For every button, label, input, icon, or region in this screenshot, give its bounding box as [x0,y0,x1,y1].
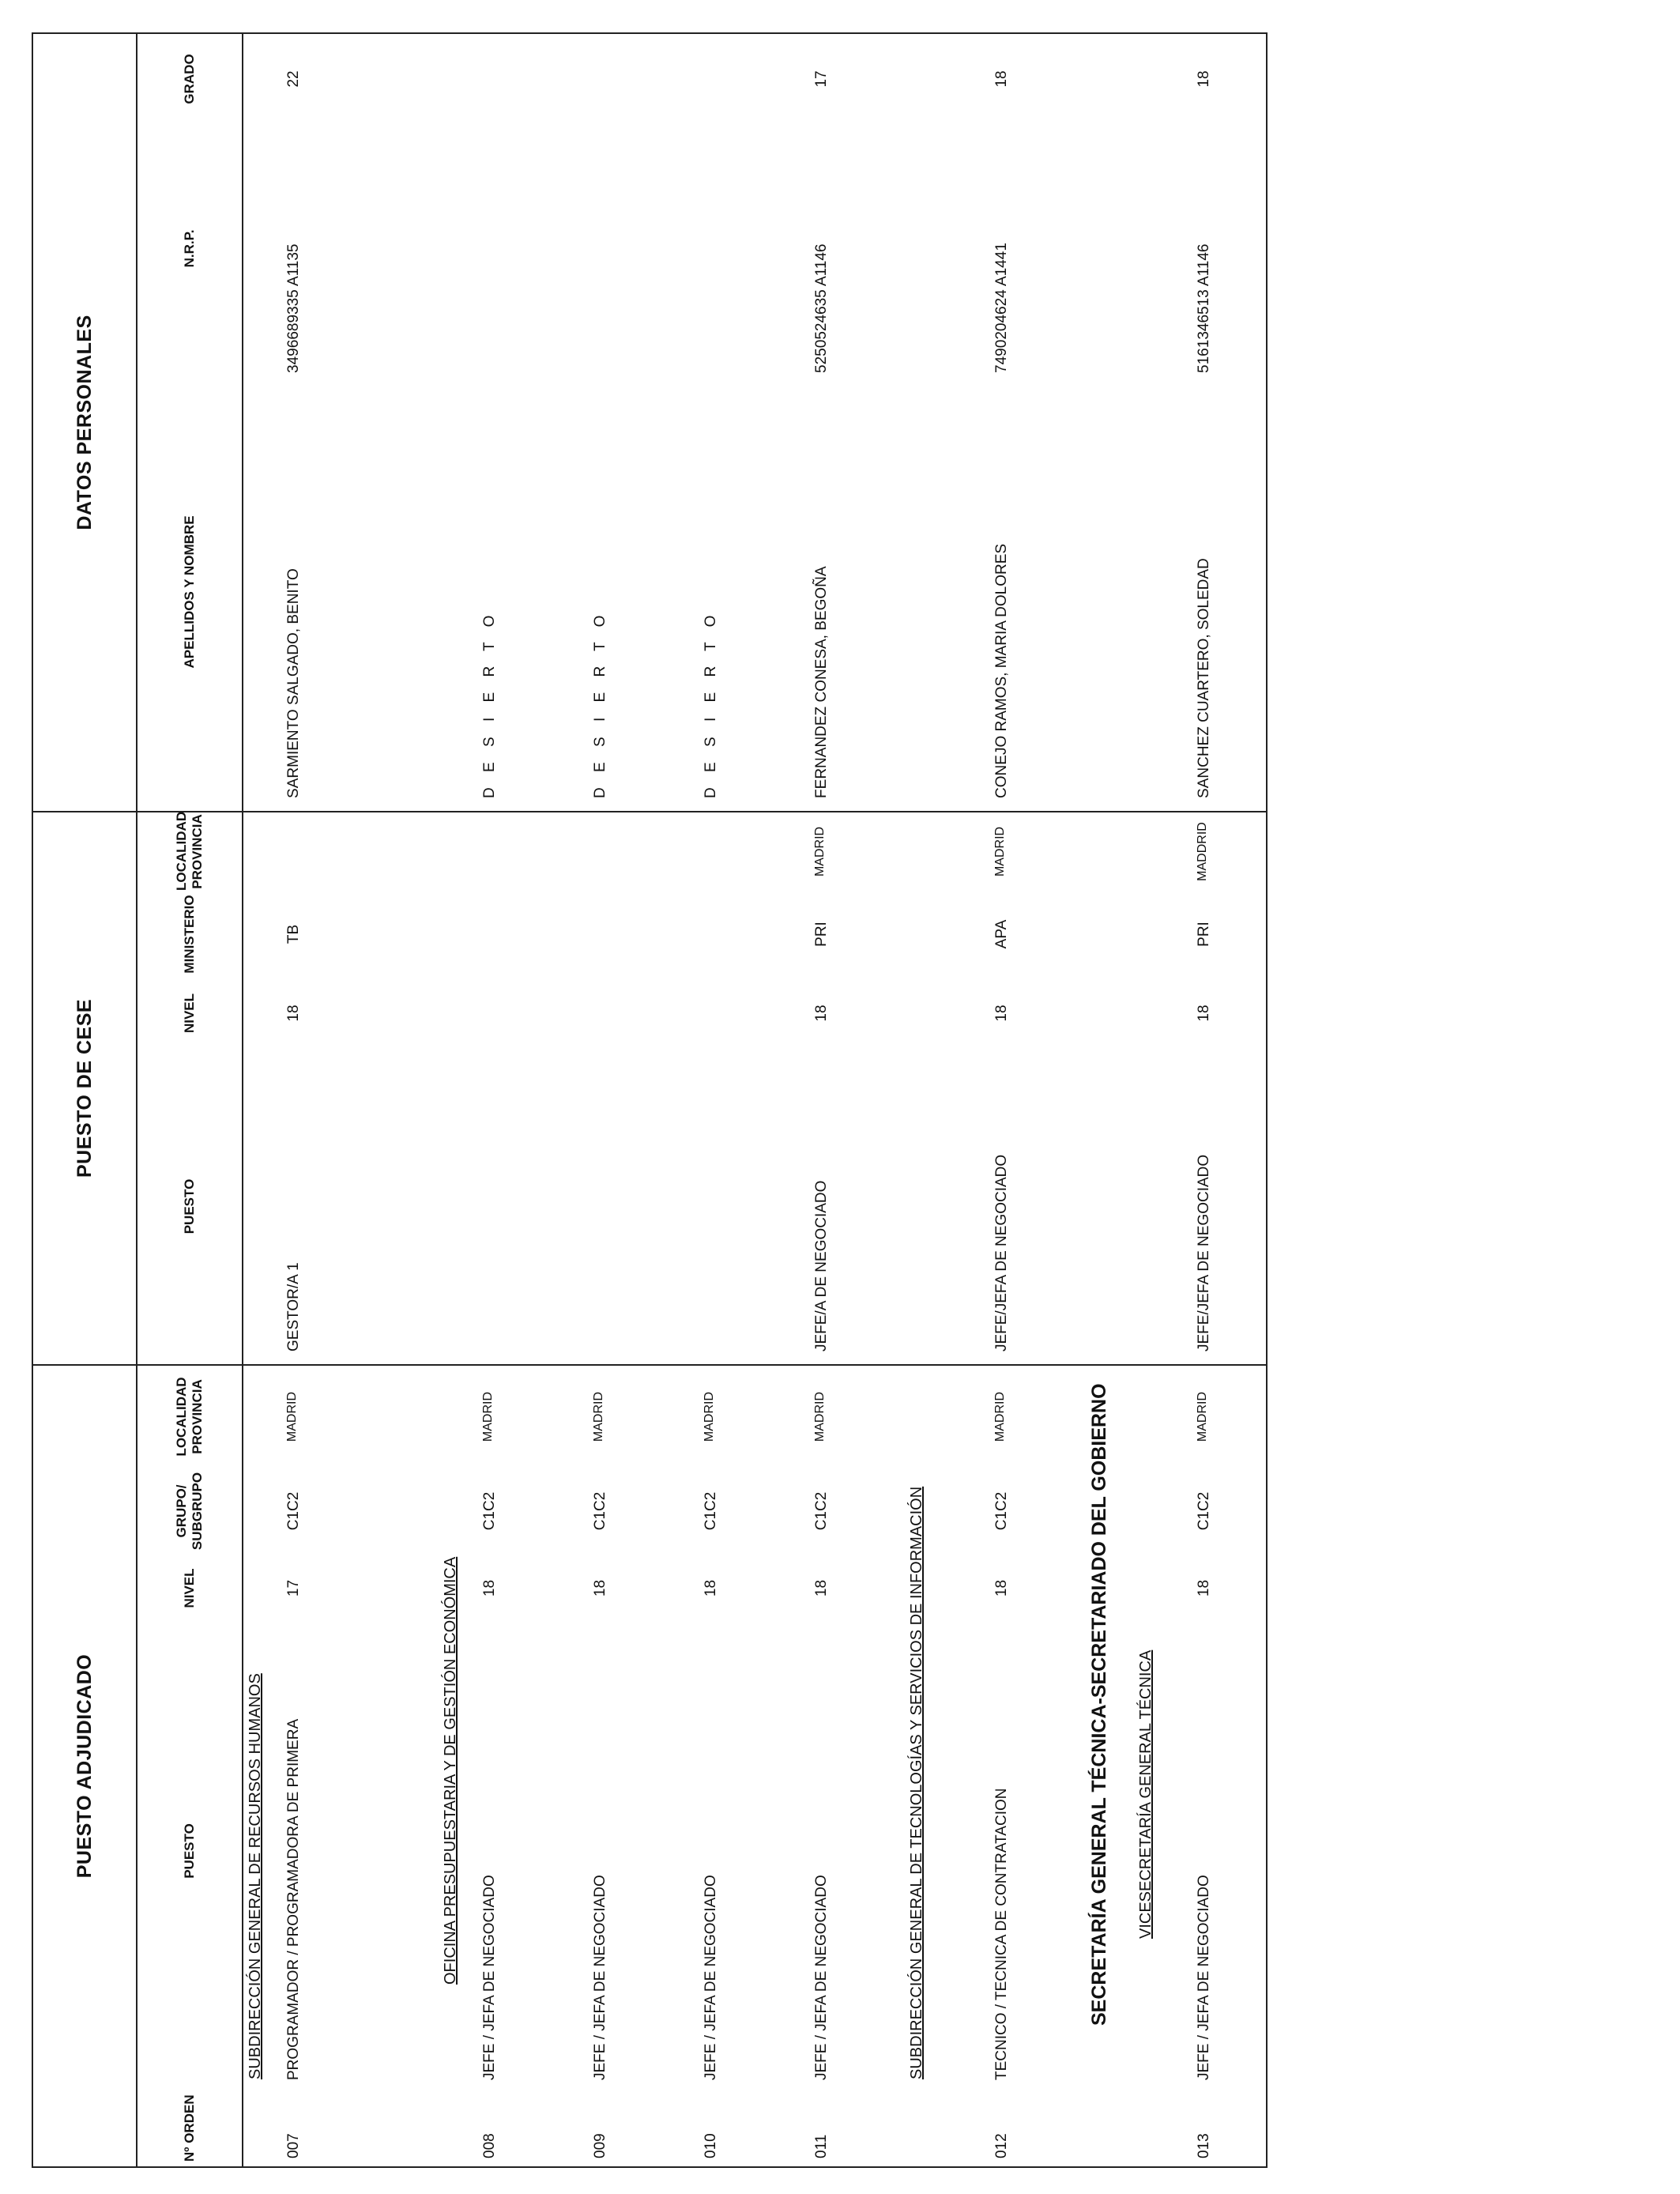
cese-localidad-cell: MADRID [813,826,827,877]
cese-ministerio-cell [589,891,699,978]
section-heading-oficina: OFICINA PRESUPUESTARIA Y DE GESTIÓN ECONÓMICA [442,1556,459,1985]
grupo-cell: C1C2 [1196,1491,1212,1531]
nrp-cell: 7490204624 A1441 [993,243,1010,373]
cese-ministerio-cell: TB [285,924,302,944]
table-row [699,33,810,2167]
grado-cell [589,33,699,124]
cese-nivel-cell: 18 [1196,1005,1212,1022]
orden-cell: 008 [481,2133,498,2158]
grado-cell: 18 [1196,70,1212,88]
grupo-cell: C1C2 [703,1491,719,1531]
orden-cell: 007 [285,2133,302,2158]
header-puesto-de-cese: PUESTO DE CESE [32,812,137,1365]
col-header-puesto: PUESTO [137,1622,243,2080]
cese-localidad-cell [478,812,589,891]
section-heading-rrhh: SUBDIRECCIÓN GENERAL DE RECURSOS HUMANOS [247,1673,264,2079]
section-heading-tecnologias: SUBDIRECCIÓN GENERAL DE TECNOLOGÍAS Y SERVICIOS DE INFORMACIÓN [908,1486,925,2079]
cese-localidad-cell [282,812,439,891]
cese-nivel-cell [589,978,699,1049]
header-puesto-adjudicado: PUESTO ADJUDICADO [32,1365,137,2167]
cese-ministerio-cell: PRI [813,922,830,947]
cese-puesto-cell: JEFE/JEFA DE NEGOCIADO [1175,1049,1267,1365]
nombre-cell: D E S I E R T O [589,373,699,812]
grupo-cell: C1C2 [813,1491,830,1531]
col-header-grado: GRADO [137,33,243,124]
nombre-cell: D E S I E R T O [478,373,589,812]
cese-puesto-cell: JEFE/A DE NEGOCIADO [810,1049,905,1365]
col-header-apellidos: APELLIDOS Y NOMBRE [137,373,243,812]
localidad-cell: MADRID [592,1391,605,1442]
nivel-cell: 18 [1196,1579,1212,1597]
section-heading-vicesecretaria: VICESECRETARÍA GENERAL TÉCNICA [1137,1649,1155,1939]
puesto-cell: TECNICO / TECNICA DE CONTRATACION [993,1788,1010,2080]
rotated-document [32,34,1280,2168]
cese-localidad-cell [589,812,699,891]
localidad-cell: MADRID [993,1391,1007,1442]
nrp-cell: 3496689335 A1135 [285,243,302,373]
nrp-cell [478,124,589,373]
cese-puesto-cell [589,1049,699,1365]
nombre-cell: D E S I E R T O [699,373,810,812]
table-row [990,33,1085,2167]
localidad-cell: MADRID [481,1391,495,1442]
cese-nivel-cell [478,978,589,1049]
grupo-cell: C1C2 [285,1491,302,1531]
col-header-grupo: GRUPO/ SUBGRUPO [137,1468,243,1555]
grado-cell: 18 [993,70,1010,88]
col-header-cese-localidad: LOCALIDAD PROVINCIA [137,812,243,891]
puesto-cell: JEFE / JEFA DE NEGOCIADO [1196,1875,1212,2080]
cese-ministerio-cell [478,891,589,978]
puesto-cell: PROGRAMADOR / PROGRAMADORA DE PRIMERA [285,1718,302,2080]
grado-cell [478,33,589,124]
grupo-cell: C1C2 [993,1491,1010,1531]
puesto-cell: JEFE / JEFA DE NEGOCIADO [703,1875,719,2080]
nivel-cell: 17 [285,1579,302,1597]
cese-nivel-cell: 18 [813,1005,830,1022]
cese-nivel-cell: 18 [993,1005,1010,1022]
table-row [810,33,905,2167]
table-row [282,33,439,2167]
nrp-cell: 5161346513 A1146 [1196,243,1212,373]
table-row [1175,33,1267,2167]
puesto-cell: JEFE / JEFA DE NEGOCIADO [592,1875,608,2080]
col-header-cese-ministerio: MINISTERIO [137,891,243,978]
orden-cell: 011 [813,2134,830,2158]
cese-ministerio-cell: APA [993,919,1010,949]
col-header-localidad: LOCALIDAD PROVINCIA [137,1365,243,1468]
localidad-cell: MADRID [285,1391,299,1442]
localidad-cell: MADRID [1196,1391,1209,1442]
cese-nivel-cell [699,978,810,1049]
nombre-cell: FERNANDEZ CONESA, BEGOÑA [810,373,905,812]
orden-cell: 010 [703,2133,719,2158]
localidad-cell: MADRID [813,1391,827,1442]
nivel-cell: 18 [703,1579,719,1597]
cese-nivel-cell: 18 [285,1005,302,1022]
nivel-cell: 18 [813,1579,830,1597]
col-header-cese-nivel: NIVEL [137,978,243,1049]
localidad-cell: MADRID [703,1391,716,1442]
nivel-cell: 18 [993,1579,1010,1597]
puesto-cell: JEFE / JEFA DE NEGOCIADO [813,1875,830,2080]
grado-cell [699,33,810,124]
section-heading-secretaria: SECRETARÍA GENERAL TÉCNICA-SECRETARIADO DEL GOBIERNO [1088,1383,1110,2026]
col-header-cese-puesto: PUESTO [137,1049,243,1365]
cese-localidad-cell [699,812,810,891]
nombre-cell: SARMIENTO SALGADO, BENITO [282,373,439,812]
nrp-cell: 5250524635 A1146 [813,243,830,373]
col-header-nrp: N.R.P. [137,124,243,373]
cese-ministerio-cell [699,891,810,978]
cese-ministerio-cell: PRI [1196,922,1212,947]
cese-puesto-cell [478,1049,589,1365]
grupo-cell: C1C2 [592,1491,608,1531]
grado-cell: 17 [813,70,830,88]
table-row [589,33,699,2167]
nrp-cell [699,124,810,373]
cese-puesto-cell: JEFE/JEFA DE NEGOCIADO [990,1049,1085,1365]
orden-cell: 012 [993,2133,1010,2158]
orden-cell: 009 [592,2133,608,2158]
nrp-cell [589,124,699,373]
adjudicacion-table [32,32,1268,2168]
cese-localidad-cell: MADRID [993,826,1007,877]
nivel-cell: 18 [592,1579,608,1597]
nombre-cell: CONEJO RAMOS, MARIA DOLORES [990,373,1085,812]
cese-localidad-cell: MADDRID [1196,822,1209,881]
cese-puesto-cell: GESTOR/A 1 [282,1049,439,1365]
nivel-cell: 18 [481,1579,498,1597]
col-header-orden: Nº ORDEN [137,2080,243,2167]
table-row [478,33,589,2167]
puesto-cell: JEFE / JEFA DE NEGOCIADO [481,1875,498,2080]
header-datos-personales: DATOS PERSONALES [32,33,137,812]
nombre-cell: SANCHEZ CUARTERO, SOLEDAD [1175,373,1267,812]
grado-cell: 22 [285,70,302,88]
cese-puesto-cell [699,1049,810,1365]
orden-cell: 013 [1196,2133,1212,2158]
grupo-cell: C1C2 [481,1491,498,1531]
col-header-nivel: NIVEL [137,1555,243,1622]
